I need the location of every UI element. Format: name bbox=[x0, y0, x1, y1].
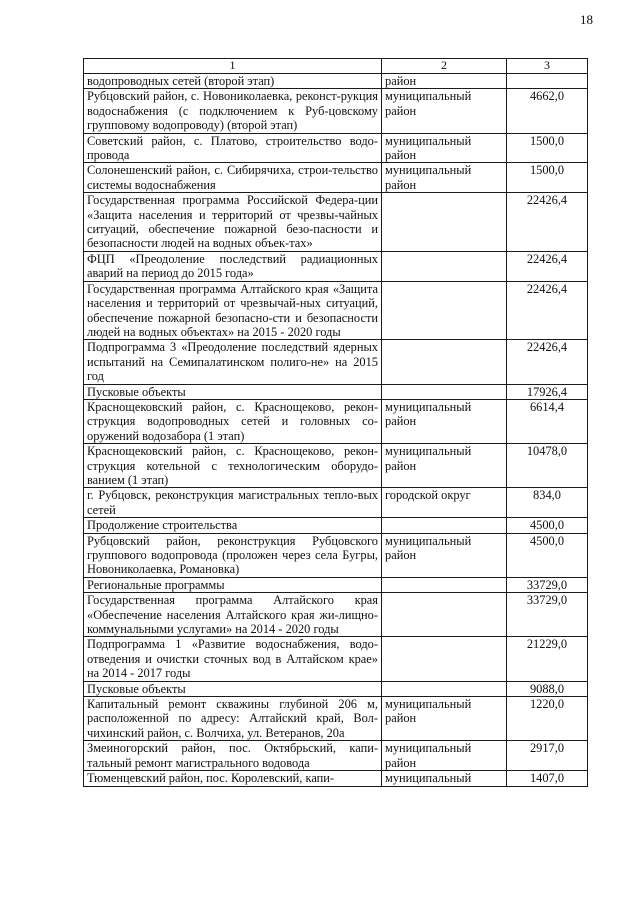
row-recipient-cell: муниципальный bbox=[382, 771, 507, 786]
row-name-cell: водопроводных сетей (второй этап) bbox=[84, 74, 382, 89]
row-amount-cell: 22426,4 bbox=[507, 193, 588, 252]
row-recipient-cell: район bbox=[382, 74, 507, 89]
table-row bbox=[84, 577, 588, 592]
row-name-cell: г. Рубцовск, реконструкция магистральных тепло-вых сетей bbox=[84, 488, 382, 518]
row-recipient-cell: муниципальный район bbox=[382, 533, 507, 577]
table-row bbox=[84, 697, 588, 741]
table-row bbox=[84, 193, 588, 252]
table-row bbox=[84, 133, 588, 163]
row-amount-cell: 33729,0 bbox=[507, 593, 588, 637]
table-row bbox=[84, 384, 588, 399]
row-name-cell: Советский район, с. Платово, строительство водо-провода bbox=[84, 133, 382, 163]
table-row bbox=[84, 681, 588, 696]
row-name-cell: Солонешенский район, с. Сибирячиха, строи-тельство системы водоснабжения bbox=[84, 163, 382, 193]
table-header-row bbox=[84, 59, 588, 74]
row-recipient-cell bbox=[382, 577, 507, 592]
row-amount-cell: 1500,0 bbox=[507, 133, 588, 163]
row-name-cell: Пусковые объекты bbox=[84, 681, 382, 696]
row-amount-cell: 6614,4 bbox=[507, 399, 588, 443]
row-amount-cell: 1220,0 bbox=[507, 697, 588, 741]
table-row bbox=[84, 340, 588, 384]
row-name-cell: Государственная программа Российской Федера-ции «Защита населения и территорий от чрезвы-чайных ситуаций, обеспечение пожарной безо-пасности и безопасности людей на водных объек-тах» bbox=[84, 193, 382, 252]
table-row bbox=[84, 533, 588, 577]
row-recipient-cell bbox=[382, 681, 507, 696]
row-name-cell: Подпрограмма 1 «Развитие водоснабжения, водо-отведения и очистки сточных вод в Алтайском крае» на 2014 - 2017 годы bbox=[84, 637, 382, 681]
row-amount-cell: 17926,4 bbox=[507, 384, 588, 399]
row-amount-cell: 4500,0 bbox=[507, 518, 588, 533]
row-amount-cell: 4500,0 bbox=[507, 533, 588, 577]
row-recipient-cell bbox=[382, 251, 507, 281]
row-name-cell: Рубцовский район, реконструкция Рубцовского группового водопровода (проложен через села Бугры, Новониколаевка, Романовка) bbox=[84, 533, 382, 577]
row-name-cell: Государственная программа Алтайского края «Защита населения и территорий от чрезвычай-ных ситуаций, обеспечение пожарной безопасно-сти и безопасности людей на водных объектах» на 2015 - 2020 годы bbox=[84, 281, 382, 340]
row-name-cell: Капитальный ремонт скважины глубиной 206 м, расположенной по адресу: Алтайский край, Вол-чихинский район, с. Волчиха, ул. Ветеранов, 20а bbox=[84, 697, 382, 741]
row-recipient-cell: муниципальный район bbox=[382, 163, 507, 193]
table-row bbox=[84, 518, 588, 533]
table-row bbox=[84, 741, 588, 771]
row-recipient-cell: муниципальный район bbox=[382, 133, 507, 163]
budget-table bbox=[83, 58, 588, 787]
table-row bbox=[84, 251, 588, 281]
table-row bbox=[84, 444, 588, 488]
table-body bbox=[84, 59, 588, 787]
row-name-cell: Пусковые объекты bbox=[84, 384, 382, 399]
row-recipient-cell bbox=[382, 637, 507, 681]
row-name-cell: Рубцовский район, с. Новониколаевка, реконст-рукция водоснабжения (с подключением к Руб-цовскому групповому водопроводу) (второй этап) bbox=[84, 89, 382, 133]
row-amount-cell: 22426,4 bbox=[507, 340, 588, 384]
row-name-cell: Тюменцевский район, пос. Королевский, капи- bbox=[84, 771, 382, 786]
row-name-cell: ФЦП «Преодоление последствий радиационных аварий на период до 2015 года» bbox=[84, 251, 382, 281]
row-amount-cell: 1407,0 bbox=[507, 771, 588, 786]
row-recipient-cell: муниципальный район bbox=[382, 444, 507, 488]
row-amount-cell: 21229,0 bbox=[507, 637, 588, 681]
row-recipient-cell bbox=[382, 340, 507, 384]
table-row bbox=[84, 637, 588, 681]
table-row bbox=[84, 74, 588, 89]
row-name-cell: Подпрограмма 3 «Преодоление последствий ядерных испытаний на Семипалатинском полиго-не» на 2015 год bbox=[84, 340, 382, 384]
row-recipient-cell bbox=[382, 193, 507, 252]
row-amount-cell: 2917,0 bbox=[507, 741, 588, 771]
row-amount-cell: 834,0 bbox=[507, 488, 588, 518]
row-recipient-cell: муниципальный район bbox=[382, 399, 507, 443]
row-amount-cell: 4662,0 bbox=[507, 89, 588, 133]
column-header-2: 2 bbox=[382, 59, 507, 74]
row-recipient-cell bbox=[382, 384, 507, 399]
row-amount-cell: 22426,4 bbox=[507, 281, 588, 340]
row-amount-cell: 10478,0 bbox=[507, 444, 588, 488]
row-amount-cell: 9088,0 bbox=[507, 681, 588, 696]
table-row bbox=[84, 399, 588, 443]
table-row bbox=[84, 281, 588, 340]
page-number: 18 bbox=[580, 12, 593, 27]
row-recipient-cell bbox=[382, 281, 507, 340]
row-recipient-cell bbox=[382, 593, 507, 637]
row-recipient-cell: муниципальный район bbox=[382, 741, 507, 771]
row-recipient-cell: муниципальный район bbox=[382, 89, 507, 133]
row-amount-cell: 22426,4 bbox=[507, 251, 588, 281]
row-name-cell: Продолжение строительства bbox=[84, 518, 382, 533]
row-amount-cell: 33729,0 bbox=[507, 577, 588, 592]
row-name-cell: Региональные программы bbox=[84, 577, 382, 592]
table-row bbox=[84, 771, 588, 786]
row-name-cell: Змеиногорский район, пос. Октябрьский, капи-тальный ремонт магистрального водовода bbox=[84, 741, 382, 771]
table-row bbox=[84, 89, 588, 133]
row-name-cell: Краснощековский район, с. Краснощеково, рекон-струкция водопроводных сетей и головных со-оружений водозабора (1 этап) bbox=[84, 399, 382, 443]
row-name-cell: Государственная программа Алтайского края «Обеспечение населения Алтайского края жи-лищно-коммунальными услугами» на 2014 - 2020 годы bbox=[84, 593, 382, 637]
row-recipient-cell: муниципальный район bbox=[382, 697, 507, 741]
table-row bbox=[84, 488, 588, 518]
row-recipient-cell: городской округ bbox=[382, 488, 507, 518]
column-header-3: 3 bbox=[507, 59, 588, 74]
table-row bbox=[84, 593, 588, 637]
row-recipient-cell bbox=[382, 518, 507, 533]
row-name-cell: Краснощековский район, с. Краснощеково, рекон-струкция котельной с технологическим оборудо-ванием (1 этап) bbox=[84, 444, 382, 488]
table-row bbox=[84, 163, 588, 193]
row-amount-cell bbox=[507, 74, 588, 89]
column-header-1: 1 bbox=[84, 59, 382, 74]
row-amount-cell: 1500,0 bbox=[507, 163, 588, 193]
